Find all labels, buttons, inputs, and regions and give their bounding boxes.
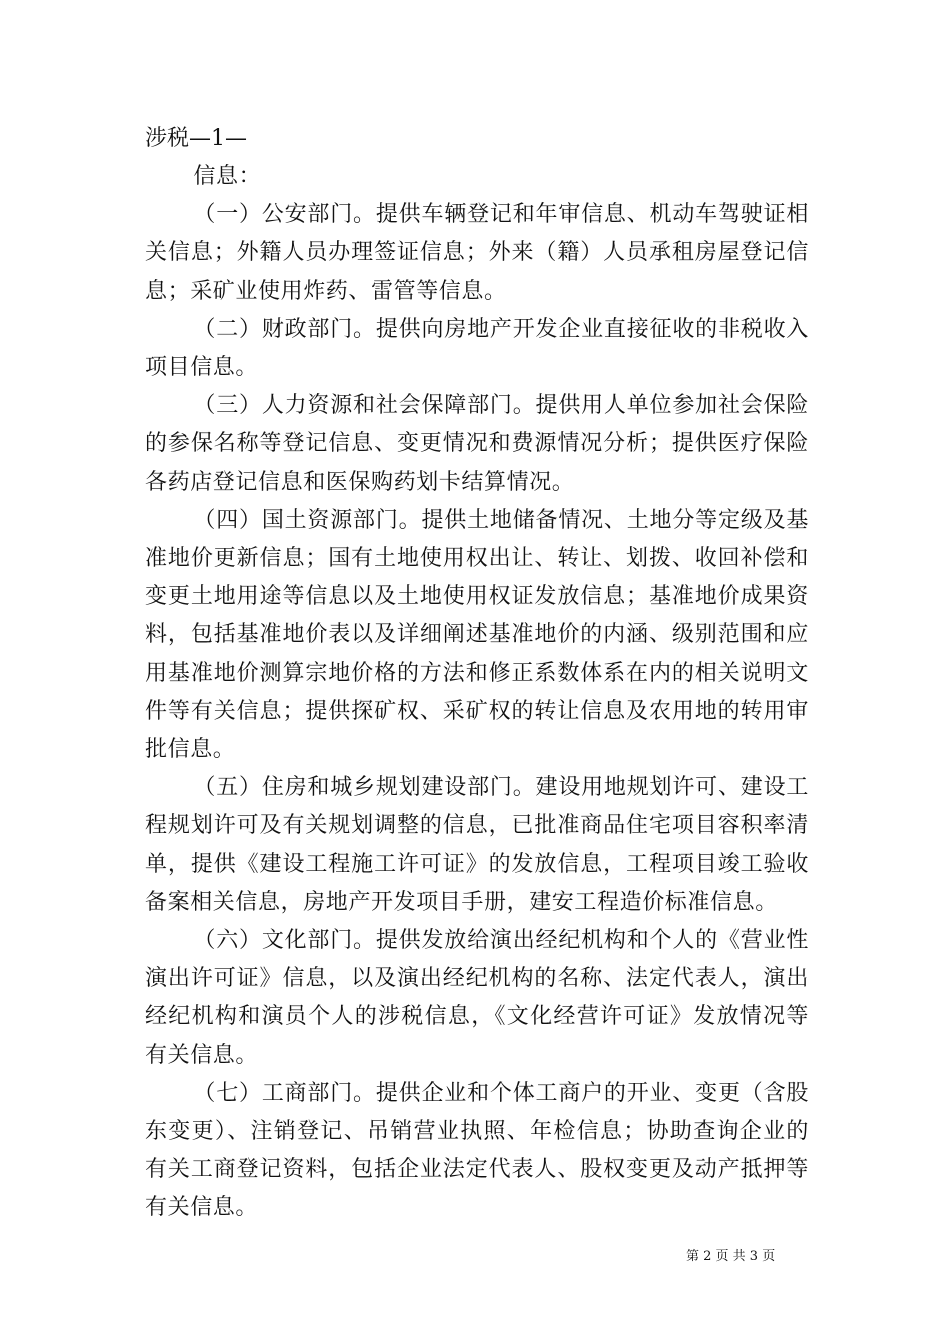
paragraph-culture: （六）文化部门。提供发放给演出经纪机构和个人的《营业性演出许可证》信息，以及演出经纪机构的名称、法定代表人，演出经纪机构和演员个人的涉税信息，《文化经营许可证》发放情况等有关信息。: [145, 928, 809, 1068]
page-number: 第 2 页 共 3 页: [686, 1249, 776, 1264]
page-header: 涉税—1—: [145, 126, 247, 151]
paragraph-land-resources: （四）国土资源部门。提供土地储备情况、土地分等定级及基准地价更新信息；国有土地使用权出让、转让、划拨、收回补偿和变更土地用途等信息以及土地使用权证发放信息；基准地价成果资料，包括基准地价表以及详细阐述基准地价的内涵、级别范围和应用基准地价测算宗地价格的方法和修正系数体系在内的相关说明文件等有关信息；提供探矿权、采矿权的转让信息及农用地的转用审批信息。: [145, 507, 809, 763]
paragraph-housing-planning: （五）住房和城乡规划建设部门。建设用地规划许可、建设工程规划许可及有关规划调整的信息，已批准商品住宅项目容积率清单，提供《建设工程施工许可证》的发放信息，工程项目竣工验收备案相关信息，房地产开发项目手册，建安工程造价标准信息。: [145, 775, 809, 915]
document-body: [145, 158, 809, 1228]
paragraph-human-resources: （三）人力资源和社会保障部门。提供用人单位参加社会保险的参保名称等登记信息、变更情况和费源情况分析；提供医疗保险各药店登记信息和医保购药划卡结算情况。: [145, 393, 809, 495]
paragraph-finance: （二）财政部门。提供向房地产开发企业直接征收的非税收入项目信息。: [145, 316, 809, 381]
paragraph-industry-commerce: （七）工商部门。提供企业和个体工商户的开业、变更（含股东变更）、注销登记、吊销营业执照、年检信息；协助查询企业的有关工商登记资料，包括企业法定代表人、股权变更及动产抵押等有关信息。: [145, 1080, 809, 1221]
paragraph-intro: 信息：: [193, 164, 262, 189]
paragraph-public-security: （一）公安部门。提供车辆登记和年审信息、机动车驾驶证相关信息；外籍人员办理签证信息；外来（籍）人员承租房屋登记信息；采矿业使用炸药、雷管等信息。: [145, 202, 809, 304]
